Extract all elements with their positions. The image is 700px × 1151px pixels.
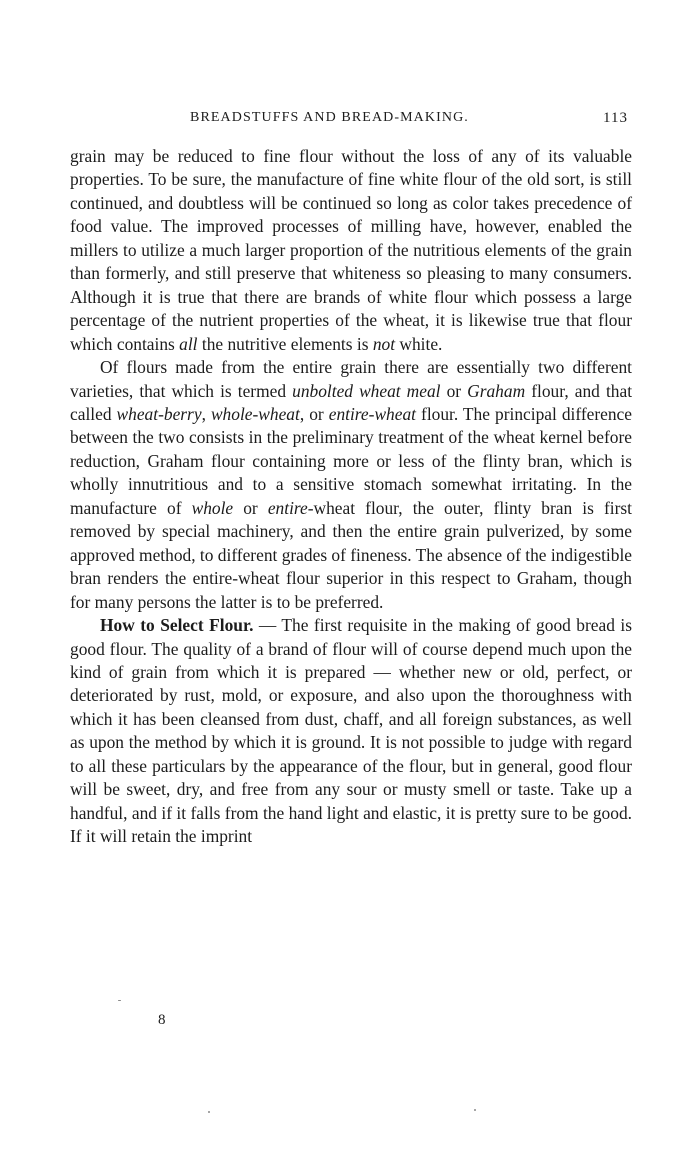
running-head [70, 108, 632, 128]
text-run: white. [395, 333, 443, 354]
running-title: BREADSTUFFS AND BREAD-MAKING. [190, 110, 469, 125]
text-run: or [440, 380, 468, 401]
italic-term: whole [191, 497, 234, 518]
page-number: 113 [603, 110, 628, 126]
text-run: or [233, 497, 268, 518]
italic-term: entire [267, 497, 308, 518]
paragraph [70, 356, 632, 614]
text-run: grain may be reduced to fine flour without the loss of any of its valuable properties. To be sure, the manufacture of fine white flour of the old sort, is still continued, and doubtless will be continued so long as color takes precedence of food value. The improved processes of milling have, however, enabled the millers to utilize a much larger proportion of the nutritious elements of the grain than formerly, and still preserve that whiteness so pleasing to many consumers. Although it is true that there are brands of white flour which possess a large percentage of the nutrient properties of the wheat, it is likewise true that flour which contains [70, 146, 632, 354]
text-run: , [201, 403, 211, 424]
italic-term: whole-wheat [210, 403, 300, 424]
text-run: flour. The principal difference between the two consists in the preliminary treatment of the wheat kernel before reduction, Graham flour containing more or less of the flinty bran, which is wholly innutritious and to a sensitive stomach somewhat irritating. In the manufacture of [70, 403, 632, 518]
section-heading: How to Select Flour. [100, 615, 254, 636]
text-run: flour, and that called [70, 380, 633, 424]
italic-term: Graham [467, 380, 526, 401]
text-run: Of flours made from the entire grain there are essentially two different varieties, that which is termed [70, 357, 632, 401]
body-text [70, 145, 632, 849]
text-run: -wheat flour, the outer, flinty bran is first removed by special machinery, and then the entire grain pulverized, by some approved method, to different grades of fineness. The absence of the indigestible bran renders the entire-wheat flour superior in this respect to Graham, though for many persons the latter is to be preferred. [70, 497, 633, 612]
text-run: — The first requisite in the making of good bread is good flour. The quality of a brand of flour will of course depend much upon the kind of grain from which it is prepared — whether new or old, perfect, or deteriorated by rust, mold, or exposure, and also upon the thoroughness with which it has been cleansed from dust, chaff, and all foreign substances, as well as upon the method by which it is ground. It is not possible to judge with regard to all these particulars by the appearance of the flour, but in general, good flour will be sweet, dry, and free from any sour or musty smell or taste. Take up a handful, and if it falls from the hand light and elastic, it is pretty sure to be good. If it will retain the imprint [70, 615, 632, 847]
paragraph [70, 614, 632, 849]
paragraph [70, 145, 632, 356]
text-run: , or [299, 403, 329, 424]
italic-term: wheat-berry [116, 403, 202, 424]
book-page [70, 0, 632, 1151]
print-speck [208, 1111, 210, 1113]
print-speck [118, 1000, 121, 1001]
italic-term: unbolted wheat meal [292, 380, 441, 401]
italic-term: all [179, 333, 198, 354]
print-speck [474, 1109, 476, 1111]
italic-term: entire-wheat [328, 403, 416, 424]
text-run: the nutritive elements is [197, 333, 373, 354]
italic-term: not [372, 333, 396, 354]
signature-mark: 8 [158, 1012, 166, 1028]
